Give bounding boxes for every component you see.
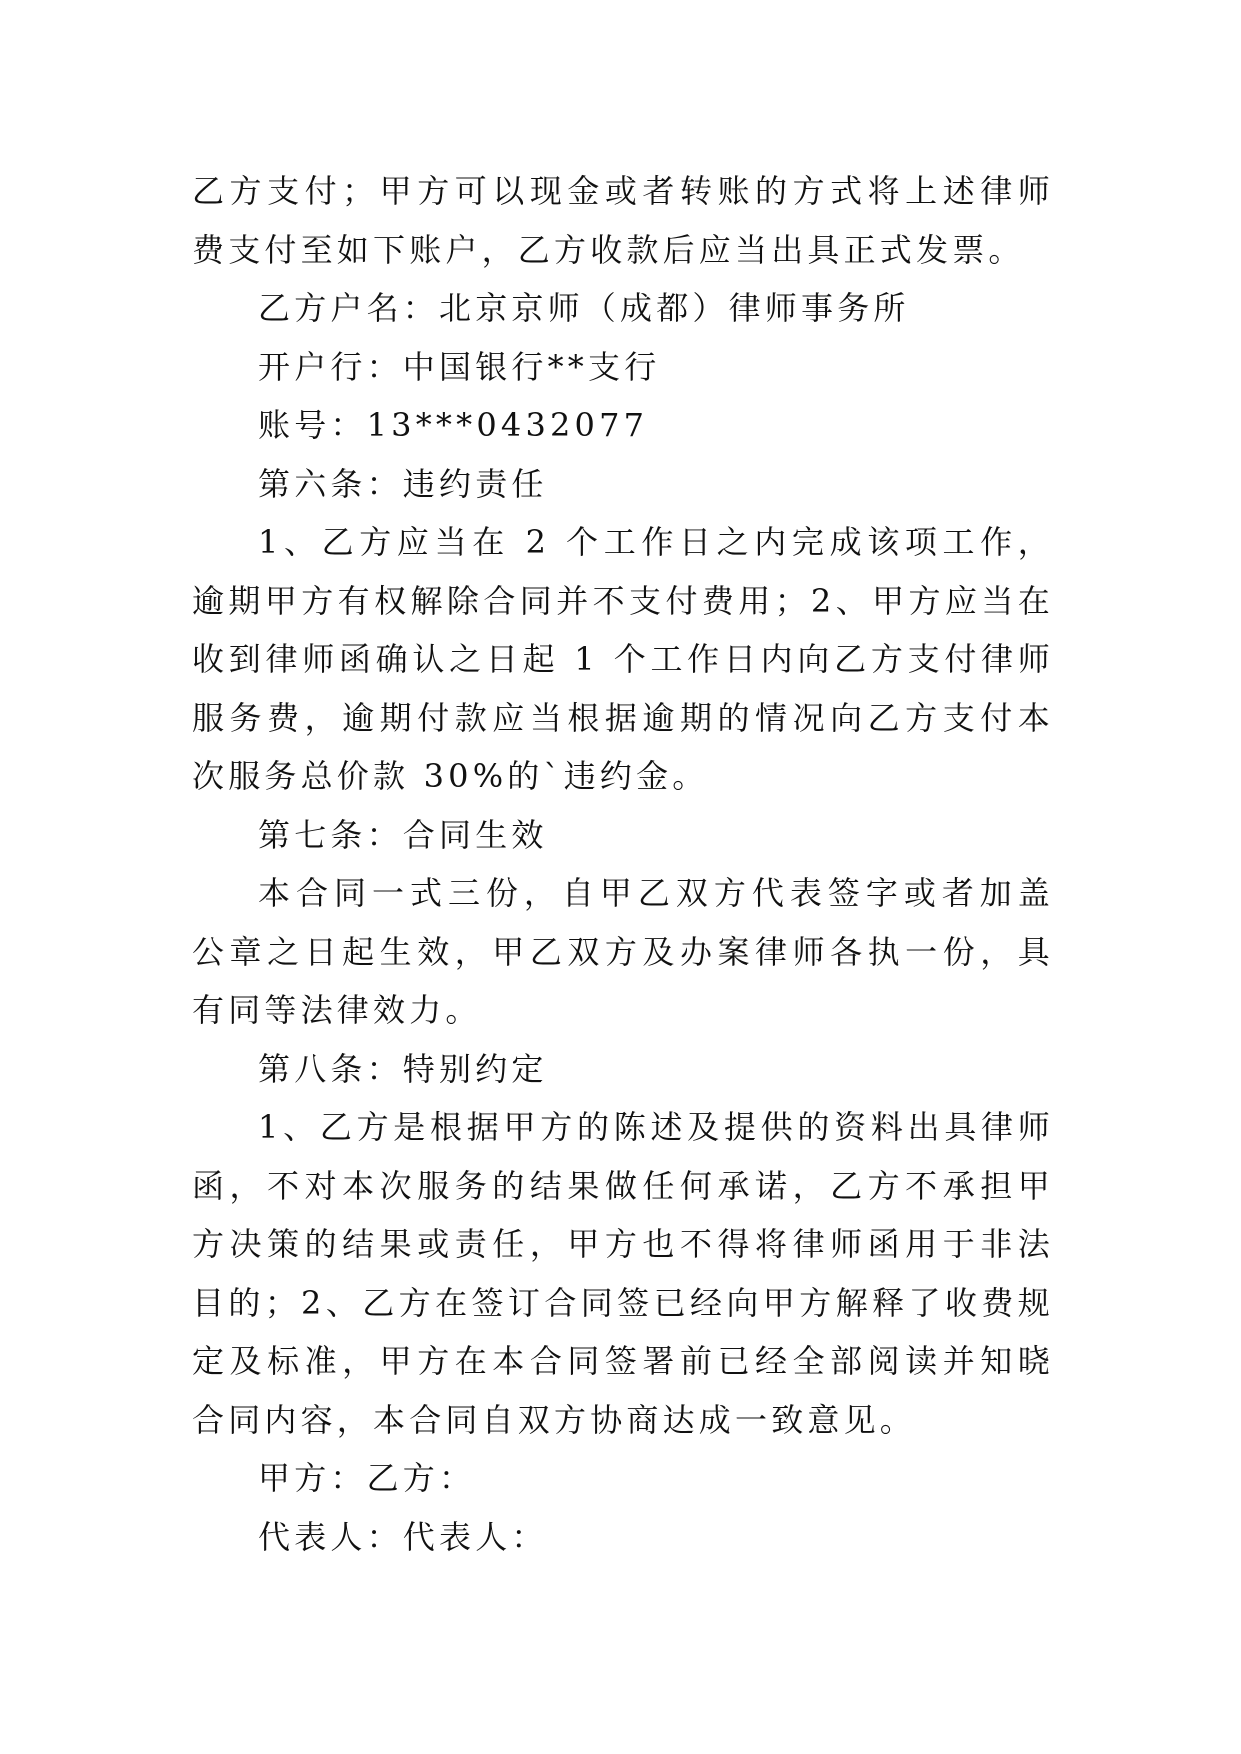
- article-6-heading: 第六条：违约责任: [258, 464, 548, 503]
- article-7-heading: 第七条：合同生效: [258, 815, 548, 854]
- payment-clause-continuation: 乙方支付；甲方可以现金或者转账的方式将上述律师费支付至如下账户，乙方收款后应当出具正式发票。: [192, 172, 1054, 269]
- document-body: [192, 162, 1054, 1566]
- article-6-body: 1、乙方应当在 2 个工作日之内完成该项工作，逾期甲方有权解除合同并不支付费用；2、甲方应当在收到律师函确认之日起 1 个工作日内向乙方支付律师服务费，逾期付款应当根据逾期的情况向乙方支付本次服务总价款 30%的`违约金。: [192, 523, 1054, 795]
- article-8-body: 1、乙方是根据甲方的陈述及提供的资料出具律师函，不对本次服务的结果做任何承诺，乙方不承担甲方决策的结果或责任，甲方也不得将律师函用于非法目的；2、乙方在签订合同签已经向甲方解释了收费规定及标准，甲方在本合同签署前已经全部阅读并知晓合同内容，本合同自双方协商达成一致意见。: [192, 1108, 1054, 1439]
- article-7-body: 本合同一式三份，自甲乙双方代表签字或者加盖公章之日起生效，甲乙双方及办案律师各执一份，具有同等法律效力。: [192, 874, 1054, 1029]
- account-name: 乙方户名：北京京师（成都）律师事务所: [258, 289, 910, 327]
- account-number: 账号：13***0432077: [258, 406, 649, 444]
- article-8-heading: 第八条：特别约定: [258, 1049, 548, 1088]
- bank-name: 开户行：中国银行**支行: [258, 347, 661, 386]
- representative-signature-line: 代表人：代表人：: [258, 1517, 548, 1556]
- party-signature-line: 甲方：乙方：: [258, 1459, 476, 1497]
